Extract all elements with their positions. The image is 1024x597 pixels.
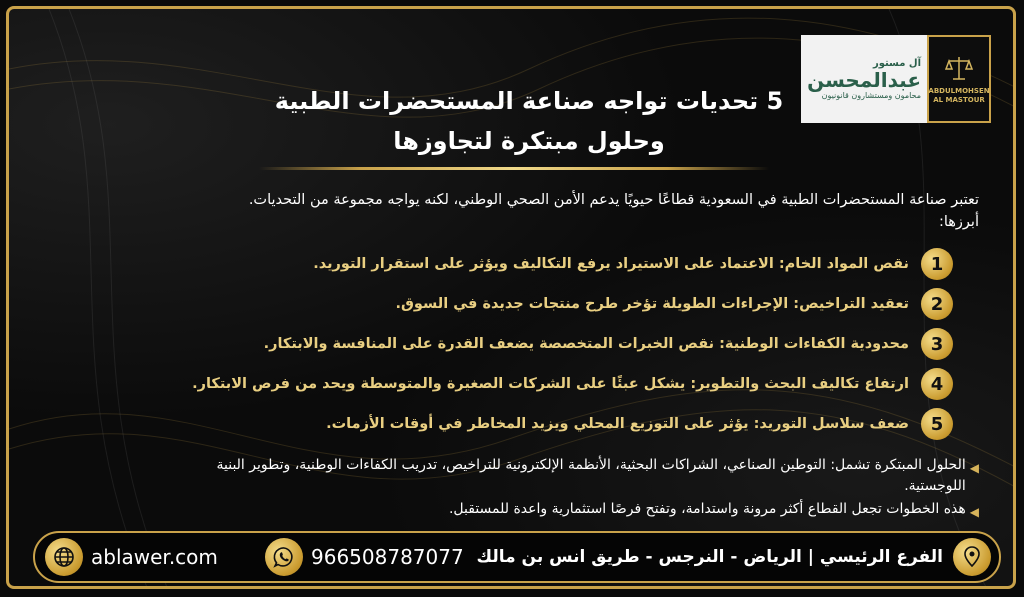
contact-footer bbox=[33, 531, 1001, 583]
phone-contact[interactable] bbox=[265, 533, 464, 581]
logo-ar-line2: عبدالمحسن bbox=[807, 67, 921, 92]
number-badge: 4 bbox=[921, 368, 953, 400]
logo-en-line1: ABDULMOHSEN bbox=[928, 87, 990, 95]
firm-logo bbox=[807, 35, 991, 123]
note-item bbox=[209, 499, 979, 523]
address-contact bbox=[476, 533, 991, 581]
challenge-item bbox=[193, 325, 953, 363]
intro-paragraph: تعتبر صناعة المستحضرات الطبية في السعودية قطاعًا حيويًا يدعم الأمن الصحي الوطني، لكنه يواجه مجموعة من التحديات. أبرزها: bbox=[248, 192, 979, 230]
challenge-text: نقص المواد الخام: الاعتماد على الاستيراد يرفع التكاليف ويؤثر على استقرار التوريد. bbox=[313, 256, 909, 272]
page-title: 5 تحديات تواجه صناعة المستحضرات الطبية وحلول مبتكرة لتجاوزها bbox=[274, 87, 784, 155]
website-link[interactable]: ablawer.com bbox=[91, 545, 218, 569]
challenge-item bbox=[193, 245, 953, 283]
challenge-item bbox=[193, 405, 953, 443]
number-badge: 5 bbox=[921, 408, 953, 440]
website-contact[interactable] bbox=[45, 533, 218, 581]
challenge-text: ضعف سلاسل التوريد: يؤثر على التوزيع المحلي ويزيد المخاطر في أوقات الأزمات. bbox=[326, 416, 909, 432]
challenges-list bbox=[193, 245, 953, 445]
address-text: الفرع الرئيسي | الرياض - النرجس - طريق انس بن مالك bbox=[476, 547, 943, 567]
solutions-notes bbox=[209, 455, 979, 525]
whatsapp-icon bbox=[265, 538, 303, 576]
arrow-left-icon: ◀ bbox=[969, 461, 979, 475]
logo-en-line2: AL MASTOUR bbox=[933, 96, 985, 104]
challenge-item bbox=[193, 285, 953, 323]
number-badge: 1 bbox=[921, 248, 953, 280]
challenge-item bbox=[193, 365, 953, 403]
logo-arabic-text bbox=[801, 35, 927, 123]
title-divider bbox=[259, 167, 769, 170]
phone-number[interactable]: 966508787077 bbox=[311, 545, 464, 569]
globe-icon bbox=[45, 538, 83, 576]
number-badge: 2 bbox=[921, 288, 953, 320]
logo-ar-line3: محامون ومستشارون قانونيون bbox=[821, 90, 921, 100]
note-text: هذه الخطوات تجعل القطاع أكثر مرونة واستدامة، وتفتح فرصًا استثمارية واعدة للمستقبل. bbox=[448, 501, 966, 517]
note-text: الحلول المبتكرة تشمل: التوطين الصناعي، الشراكات البحثية، الأنظمة الإلكترونية للتراخيص، تدريب الكفاءات الوطنية، وتطوير البنية اللوجستية. bbox=[216, 457, 966, 494]
challenge-text: ارتفاع تكاليف البحث والتطوير: يشكل عبئًا على الشركات الصغيرة والمتوسطة ويحد من فرص الابتكار. bbox=[192, 376, 909, 392]
challenge-text: محدودية الكفاءات الوطنية: نقص الخبرات المتخصصة يضعف القدرة على المنافسة والابتكار. bbox=[263, 336, 909, 352]
infographic-card bbox=[6, 6, 1016, 589]
number-badge: 3 bbox=[921, 328, 953, 360]
logo-emblem bbox=[927, 35, 991, 123]
challenge-text: تعقيد التراخيص: الإجراءات الطويلة تؤخر طرح منتجات جديدة في السوق. bbox=[395, 296, 909, 312]
location-pin-icon bbox=[953, 538, 991, 576]
scales-of-justice-icon bbox=[944, 53, 974, 83]
logo-ar-line1: آل مستور bbox=[872, 57, 921, 69]
arrow-left-icon: ◀ bbox=[969, 505, 979, 519]
note-item bbox=[209, 455, 979, 497]
